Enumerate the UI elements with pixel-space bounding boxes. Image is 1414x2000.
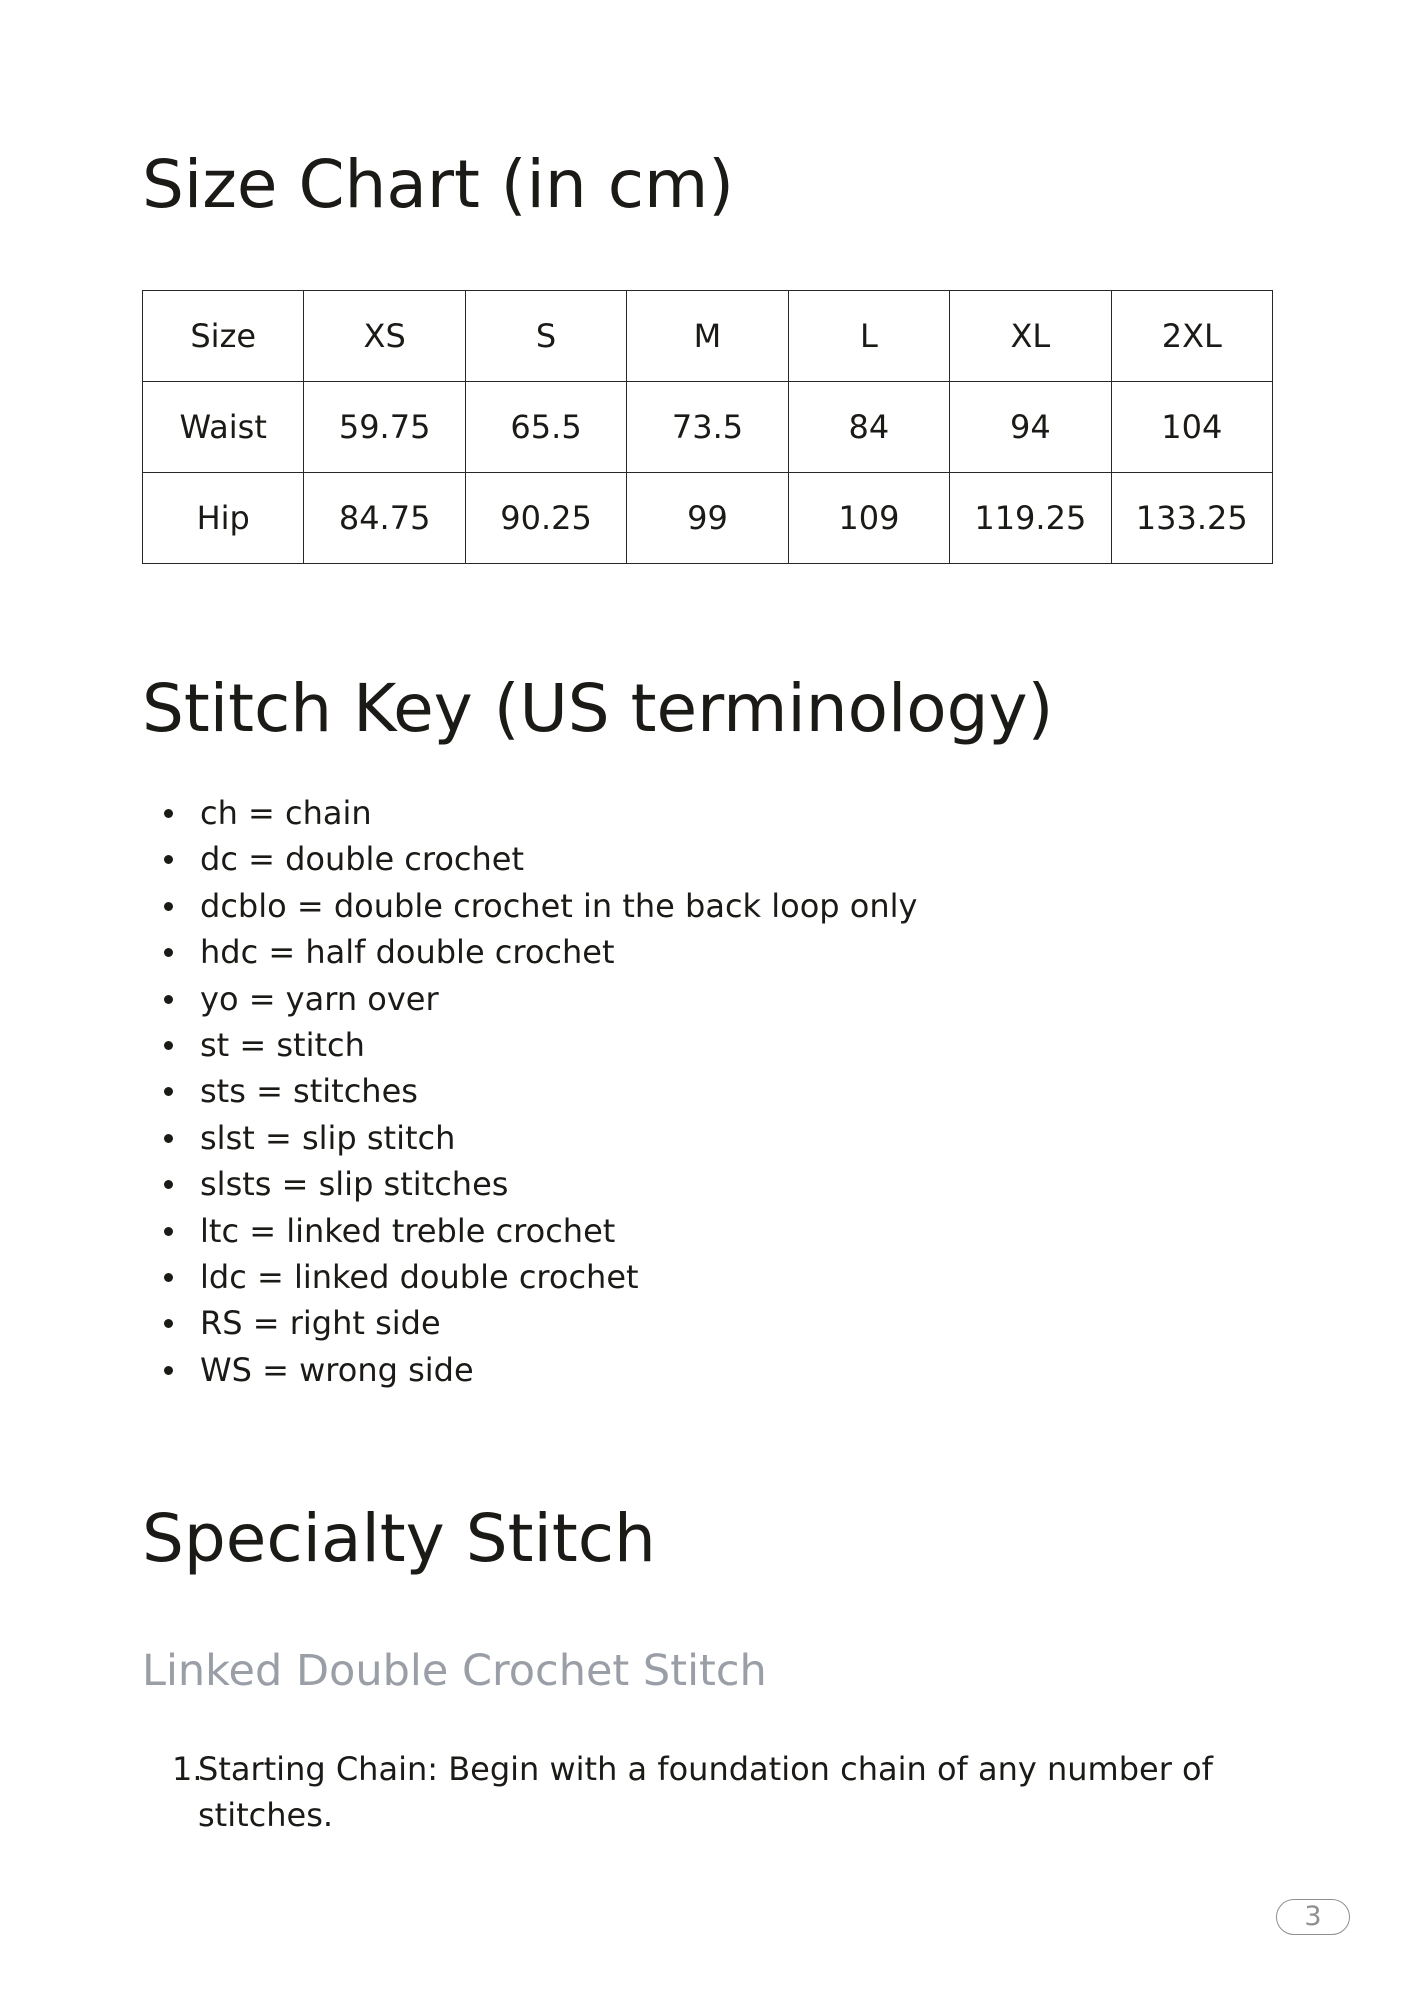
bullet-icon	[164, 1134, 173, 1143]
bullet-icon	[164, 995, 173, 1004]
list-item	[142, 1254, 1142, 1300]
table-row	[143, 291, 1273, 382]
table-cell: M	[627, 291, 788, 382]
table-cell: 119.25	[950, 473, 1111, 564]
bullet-icon	[164, 902, 173, 911]
table-cell: Size	[143, 291, 304, 382]
list-item	[142, 836, 1142, 882]
list-item-text: sts = stitches	[200, 1072, 418, 1111]
table-cell: 65.5	[465, 382, 626, 473]
bullet-icon	[164, 809, 173, 818]
bullet-icon	[164, 1087, 173, 1096]
table-cell: 133.25	[1111, 473, 1272, 564]
table-cell: XL	[950, 291, 1111, 382]
bullet-icon	[164, 948, 173, 957]
specialty-stitch-subtitle: Linked Double Crochet Stitch	[142, 1646, 767, 1696]
list-item	[142, 1161, 1142, 1207]
table-row	[143, 382, 1273, 473]
list-item	[142, 1022, 1142, 1068]
table-cell: L	[788, 291, 949, 382]
list-item	[142, 976, 1142, 1022]
table-cell: 104	[1111, 382, 1272, 473]
list-item	[142, 929, 1142, 975]
table-cell: 99	[627, 473, 788, 564]
table-cell: Waist	[143, 382, 304, 473]
table-cell: 94	[950, 382, 1111, 473]
step-number: 1.	[172, 1750, 203, 1788]
list-item	[142, 790, 1142, 836]
bullet-icon	[164, 1366, 173, 1375]
specialty-stitch-title: Specialty Stitch	[142, 1500, 656, 1577]
size-chart-table	[142, 290, 1273, 564]
table-cell: 84.75	[304, 473, 465, 564]
table-cell: 73.5	[627, 382, 788, 473]
list-item-text: slst = slip stitch	[200, 1118, 456, 1157]
step-item	[142, 1746, 1222, 1838]
step-text: Starting Chain: Begin with a foundation chain of any number of stitches.	[198, 1750, 1213, 1834]
list-item	[142, 1115, 1142, 1161]
table-cell: XS	[304, 291, 465, 382]
table-cell: 59.75	[304, 382, 465, 473]
list-item-text: dc = double crochet	[200, 840, 525, 879]
page-number: 3	[1276, 1899, 1350, 1935]
list-item-text: st = stitch	[200, 1025, 365, 1064]
table-cell: 2XL	[1111, 291, 1272, 382]
bullet-icon	[164, 1041, 173, 1050]
list-item	[142, 1068, 1142, 1114]
bullet-icon	[164, 1319, 173, 1328]
list-item	[142, 1208, 1142, 1254]
list-item-text: hdc = half double crochet	[200, 933, 615, 972]
list-item-text: ldc = linked double crochet	[200, 1257, 639, 1296]
table-row	[143, 473, 1273, 564]
list-item-text: yo = yarn over	[200, 979, 439, 1018]
steps-list	[142, 1746, 1222, 1838]
size-chart-title: Size Chart (in cm)	[142, 146, 735, 223]
table-cell: 90.25	[465, 473, 626, 564]
list-item	[142, 1300, 1142, 1346]
bullet-icon	[164, 1227, 173, 1236]
bullet-icon	[164, 1273, 173, 1282]
list-item-text: RS = right side	[200, 1304, 441, 1343]
list-item-text: WS = wrong side	[200, 1350, 474, 1389]
list-item-text: ch = chain	[200, 794, 372, 832]
list-item-text: dcblo = double crochet in the back loop only	[200, 886, 918, 925]
table-cell: S	[465, 291, 626, 382]
stitch-key-title: Stitch Key (US terminology)	[142, 670, 1054, 747]
stitch-key-list	[142, 790, 1142, 1393]
bullet-icon	[164, 1180, 173, 1189]
list-item-text: slsts = slip stitches	[200, 1165, 509, 1204]
bullet-icon	[164, 855, 173, 864]
list-item	[142, 883, 1142, 929]
list-item	[142, 1347, 1142, 1393]
table-cell: 109	[788, 473, 949, 564]
list-item-text: ltc = linked treble crochet	[200, 1211, 616, 1250]
table-cell: 84	[788, 382, 949, 473]
table-cell: Hip	[143, 473, 304, 564]
